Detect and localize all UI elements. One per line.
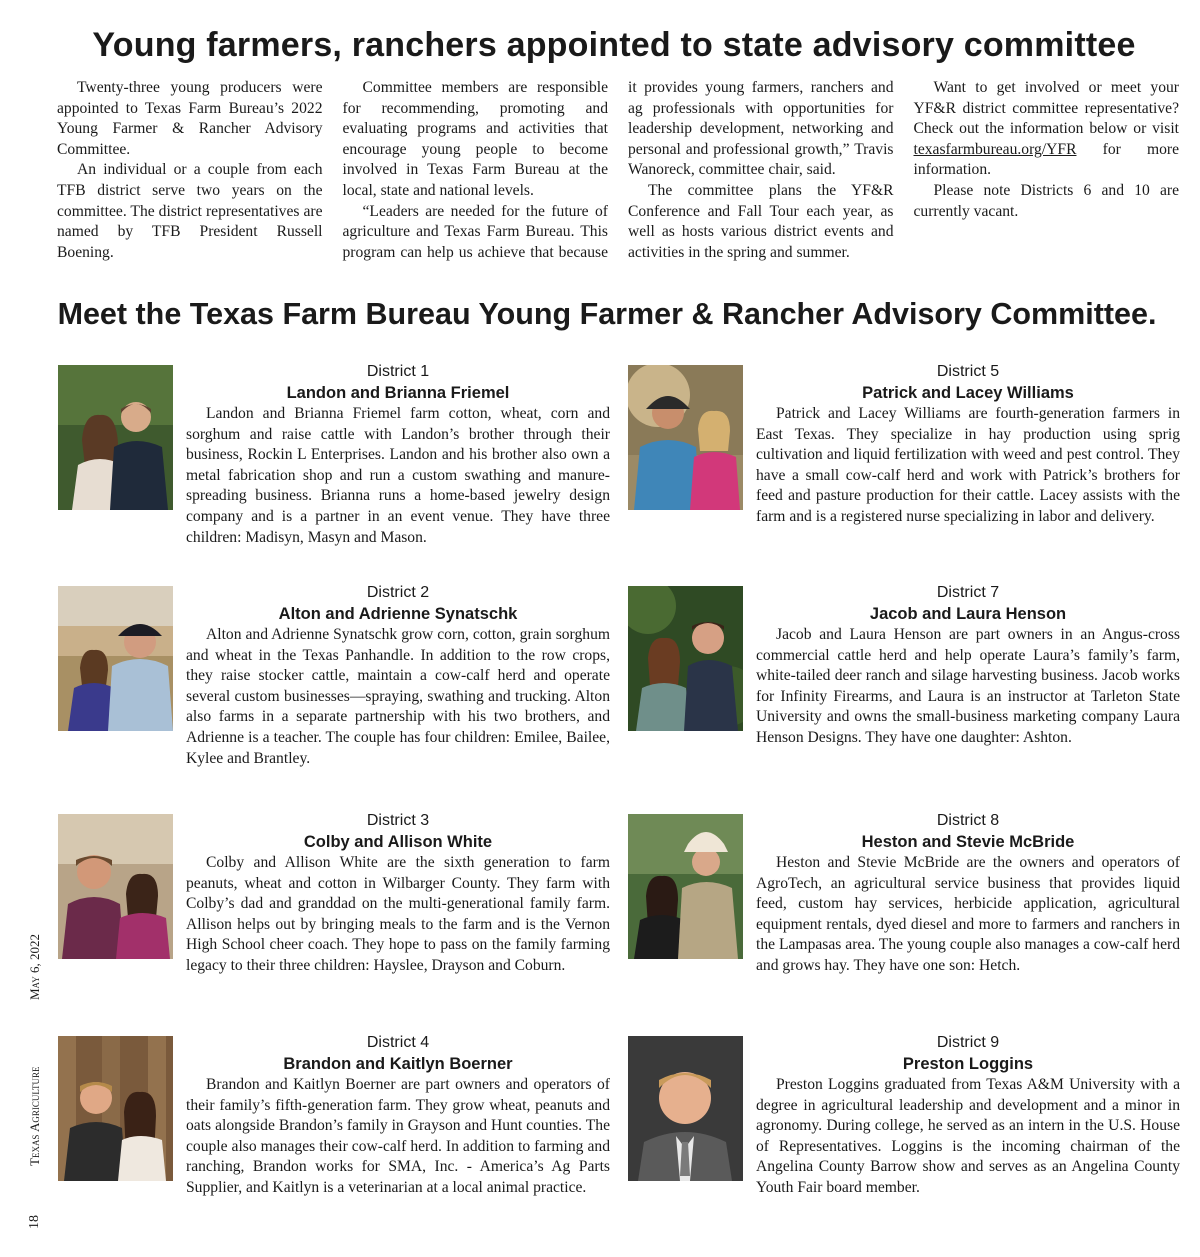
intro-article bbox=[57, 78, 1179, 263]
district-label: District 1 bbox=[366, 363, 430, 380]
couple-photo bbox=[58, 814, 173, 959]
district-label: District 8 bbox=[936, 812, 1000, 829]
profile-district-2 bbox=[58, 582, 610, 769]
district-label: District 5 bbox=[936, 363, 1000, 380]
intro-paragraph: The committee plans the YF&R Conference and Fall Tour each year, as well as hosts various district events and activities in the spring and summer. bbox=[628, 181, 894, 261]
profile-district-5 bbox=[628, 361, 1180, 530]
member-names: Brandon and Kaitlyn Boerner bbox=[283, 1055, 513, 1073]
district-label: District 9 bbox=[936, 1034, 1000, 1051]
section-heading: Meet the Texas Farm Bureau Young Farmer & Rancher Advisory Committee. bbox=[57, 297, 1157, 331]
couple-photo bbox=[628, 365, 743, 510]
profile-district-4 bbox=[58, 1032, 610, 1201]
intro-paragraph: Please note Districts 6 and 10 are currently vacant. bbox=[913, 181, 1179, 220]
member-bio: Jacob and Laura Henson are part owners in an Angus-cross commercial cattle herd and help operate Laura’s family’s farm, white-tailed deer ranch and silage harvesting business. Jacob works for Infinity Firearms, and Laura is an instructor at Tarleton State University and owns the small-business marketing company Laura Henson Designs. They have one daughter: Ashton. bbox=[756, 626, 1180, 746]
publication-name: Texas Agriculture bbox=[27, 1066, 42, 1166]
member-photo bbox=[628, 1036, 743, 1181]
district-label: District 3 bbox=[366, 812, 430, 829]
intro-paragraph: Committee members are responsible for recommending, promoting and evaluating programs and activities that encourage young people to become involved in Texas Farm Bureau at the local, state and national levels. bbox=[342, 79, 608, 199]
couple-photo bbox=[58, 365, 173, 510]
member-names: Patrick and Lacey Williams bbox=[862, 384, 1074, 402]
member-bio: Preston Loggins graduated from Texas A&M University with a degree in agricultural leadership and development and a minor in agronomy. During college, he served as an intern in the U.S. House of Representatives. Loggins is the incoming chairman of the Angelina County Barrow show and serves as an Angelina County Youth Fair board member. bbox=[756, 1076, 1180, 1196]
intro-paragraph: Twenty-three young producers were appointed to Texas Farm Bureau’s 2022 Young Farmer & Rancher Advisory Committee. bbox=[57, 79, 323, 158]
intro-paragraph bbox=[914, 78, 1180, 181]
intro-text: Want to get involved or meet your YF&R district committee representative? Check out the information below or visit bbox=[913, 79, 1179, 138]
district-label: District 7 bbox=[936, 584, 1000, 601]
member-names: Landon and Brianna Friemel bbox=[286, 384, 510, 402]
couple-photo bbox=[58, 1036, 173, 1181]
member-bio: Landon and Brianna Friemel farm cotton, wheat, corn and sorghum and raise cattle with Landon’s brother through their business, Rockin L Enterprises. Landon and his brother also own a metal fabrication shop and run a custom swathing and manure-spreading business. Brianna runs a home-based jewelry design company and is a partner in an event venue. They have three children: Madisyn, Masyn and Mason. bbox=[186, 405, 610, 546]
member-bio: Heston and Stevie McBride are the owners and operators of AgroTech, an agricultural service business that provides liquid feed, custom hay services, herbicide application, agricultural equipment rentals, dyed diesel and more to farmers and ranchers in the Lampasas area. The young couple also manages a cow-calf herd and grows hay. They have one son: Hetch. bbox=[756, 854, 1180, 974]
page-number: 18 bbox=[27, 1215, 42, 1229]
profile-district-1 bbox=[58, 361, 610, 548]
intro-text: for more information. bbox=[913, 140, 1179, 179]
intro-paragraph: An individual or a couple from each TFB district serve two years on the committee. The district representatives are named by TFB President Russell Boening. bbox=[57, 161, 323, 261]
district-label: District 2 bbox=[366, 584, 430, 601]
member-bio: Brandon and Kaitlyn Boerner are part owners and operators of their family’s fifth-generation farm. They grow wheat, peanuts and oats alongside Brandon’s family in Grayson and Hunt counties. The couple also manages their cow-calf herd. In addition to farming and ranching, Brandon works for SMA, Inc. - America’s Ag Parts Supplier, and Kaitlyn is a veterinarian at a local animal practice. bbox=[186, 1076, 610, 1196]
couple-photo bbox=[58, 586, 173, 731]
couple-photo bbox=[628, 586, 743, 731]
profile-district-8 bbox=[628, 810, 1180, 979]
member-names: Colby and Allison White bbox=[303, 833, 493, 851]
intro-paragraph: “Leaders are needed for the future of agriculture and Texas Farm Bureau. This program can help us achieve that because it provides young farmers, ranchers and ag professionals with opportunities for leadership development, networking and personal and professional growth,” Travis Wanoreck, committee chair, said. bbox=[342, 79, 894, 261]
member-names: Preston Loggins bbox=[902, 1055, 1034, 1073]
member-bio: Patrick and Lacey Williams are fourth-generation farmers in East Texas. They specialize in hay production using sprig cultivation and liquid fertilization with weed and pest control. They have a small cow-calf herd and work with Patrick’s brothers for feed and pasture production for their cattle. Lacey assists with the farm and is a registered nurse specializing in labor and delivery. bbox=[756, 405, 1180, 525]
member-bio: Alton and Adrienne Synatschk grow corn, cotton, grain sorghum and wheat in the Texas Panhandle. In addition to the row crops, they raise stocker cattle, maintain a cow-calf herd and operate several custom businesses—spraying, swathing and trucking. Alton also farms in a separate partnership with his two brothers, and Adrienne is a teacher. The couple has four children: Emilee, Bailee, Kylee and Brantley. bbox=[186, 626, 610, 767]
couple-photo bbox=[628, 814, 743, 959]
profile-district-9 bbox=[628, 1032, 1180, 1201]
district-label: District 4 bbox=[366, 1034, 430, 1051]
profile-district-3 bbox=[58, 810, 610, 979]
profile-district-7 bbox=[628, 582, 1180, 751]
issue-date: May 6, 2022 bbox=[27, 934, 42, 1000]
headline: Young farmers, ranchers appointed to state advisory committee bbox=[92, 26, 1136, 64]
member-names: Jacob and Laura Henson bbox=[869, 605, 1067, 623]
member-names: Alton and Adrienne Synatschk bbox=[278, 605, 518, 623]
member-names: Heston and Stevie McBride bbox=[861, 833, 1075, 851]
yfr-link[interactable]: texasfarmbureau.org/YFR bbox=[913, 140, 1077, 158]
member-bio: Colby and Allison White are the sixth generation to farm peanuts, wheat and cotton in Wilbarger County. They farm with Colby’s dad and granddad on the multi-generational family farm. Allison helps out by bringing meals to the farm and is the Vernon High School cheer coach. They hope to pass on the family farming legacy to their three children: Hayslee, Drayson and Coburn. bbox=[186, 854, 610, 974]
